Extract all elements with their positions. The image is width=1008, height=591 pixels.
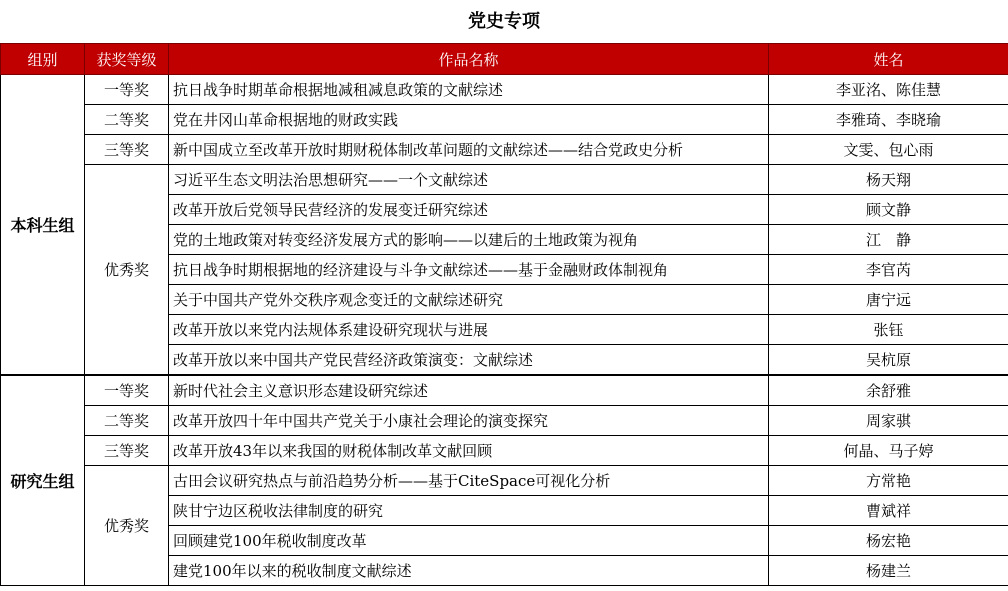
table-header-row bbox=[1, 44, 1008, 75]
award-level-cell: 一等奖 bbox=[85, 75, 169, 105]
work-title-cell: 回顾建党100年税收制度改革 bbox=[169, 526, 769, 556]
award-level-cell: 二等奖 bbox=[85, 105, 169, 135]
author-name-cell: 杨建兰 bbox=[769, 556, 1008, 586]
group-cell: 研究生组 bbox=[1, 375, 85, 586]
header-group: 组别 bbox=[1, 44, 85, 75]
author-name-cell: 曹斌祥 bbox=[769, 496, 1008, 526]
work-title-cell: 抗日战争时期根据地的经济建设与斗争文献综述——基于金融财政体制视角 bbox=[169, 255, 769, 285]
work-title-cell: 古田会议研究热点与前沿趋势分析——基于CiteSpace可视化分析 bbox=[169, 466, 769, 496]
table-row bbox=[1, 135, 1008, 165]
award-level-cell: 二等奖 bbox=[85, 406, 169, 436]
header-level: 获奖等级 bbox=[85, 44, 169, 75]
table-row bbox=[1, 75, 1008, 105]
award-level-cell: 优秀奖 bbox=[85, 466, 169, 586]
work-title-cell: 改革开放以来中国共产党民营经济政策演变：文献综述 bbox=[169, 345, 769, 376]
header-work: 作品名称 bbox=[169, 44, 769, 75]
page-title: 党史专项 bbox=[468, 11, 540, 32]
table-row bbox=[1, 466, 1008, 496]
work-title-cell: 新时代社会主义意识形态建设研究综述 bbox=[169, 375, 769, 406]
author-name-cell: 唐宁远 bbox=[769, 285, 1008, 315]
author-name-cell: 李雅琦、李晓瑜 bbox=[769, 105, 1008, 135]
author-name-cell: 张钰 bbox=[769, 315, 1008, 345]
work-title-cell: 改革开放后党领导民营经济的发展变迁研究综述 bbox=[169, 195, 769, 225]
table-row bbox=[1, 406, 1008, 436]
work-title-cell: 改革开放四十年中国共产党关于小康社会理论的演变探究 bbox=[169, 406, 769, 436]
work-title-cell: 党在井冈山革命根据地的财政实践 bbox=[169, 105, 769, 135]
author-name-cell: 方常艳 bbox=[769, 466, 1008, 496]
author-name-cell: 李官芮 bbox=[769, 255, 1008, 285]
work-title-cell: 改革开放以来党内法规体系建设研究现状与进展 bbox=[169, 315, 769, 345]
author-name-cell: 顾文静 bbox=[769, 195, 1008, 225]
award-level-cell: 三等奖 bbox=[85, 135, 169, 165]
author-name-cell: 杨宏艳 bbox=[769, 526, 1008, 556]
author-name-cell: 周家骐 bbox=[769, 406, 1008, 436]
work-title-cell: 改革开放43年以来我国的财税体制改革文献回顾 bbox=[169, 436, 769, 466]
work-title-cell: 党的土地政策对转变经济发展方式的影响——以建后的土地政策为视角 bbox=[169, 225, 769, 255]
author-name-cell: 李亚洺、陈佳慧 bbox=[769, 75, 1008, 105]
table-row bbox=[1, 165, 1008, 195]
group-cell: 本科生组 bbox=[1, 75, 85, 376]
table-row bbox=[1, 436, 1008, 466]
work-title-cell: 建党100年以来的税收制度文献综述 bbox=[169, 556, 769, 586]
table-body bbox=[1, 75, 1008, 586]
author-name-cell: 何晶、马子婷 bbox=[769, 436, 1008, 466]
work-title-cell: 习近平生态文明法治思想研究——一个文献综述 bbox=[169, 165, 769, 195]
author-name-cell: 江 静 bbox=[769, 225, 1008, 255]
author-name-cell: 文雯、包心雨 bbox=[769, 135, 1008, 165]
author-name-cell: 吴杭原 bbox=[769, 345, 1008, 376]
award-level-cell: 优秀奖 bbox=[85, 165, 169, 376]
table-row bbox=[1, 105, 1008, 135]
header-name: 姓名 bbox=[769, 44, 1008, 75]
work-title-cell: 陕甘宁边区税收法律制度的研究 bbox=[169, 496, 769, 526]
work-title-cell: 抗日战争时期革命根据地减租减息政策的文献综述 bbox=[169, 75, 769, 105]
award-level-cell: 一等奖 bbox=[85, 375, 169, 406]
author-name-cell: 杨天翔 bbox=[769, 165, 1008, 195]
work-title-cell: 关于中国共产党外交秩序观念变迁的文献综述研究 bbox=[169, 285, 769, 315]
awards-table bbox=[0, 43, 1008, 586]
author-name-cell: 余舒雅 bbox=[769, 375, 1008, 406]
award-level-cell: 三等奖 bbox=[85, 436, 169, 466]
table-row bbox=[1, 375, 1008, 406]
work-title-cell: 新中国成立至改革开放时期财税体制改革问题的文献综述——结合党政史分析 bbox=[169, 135, 769, 165]
